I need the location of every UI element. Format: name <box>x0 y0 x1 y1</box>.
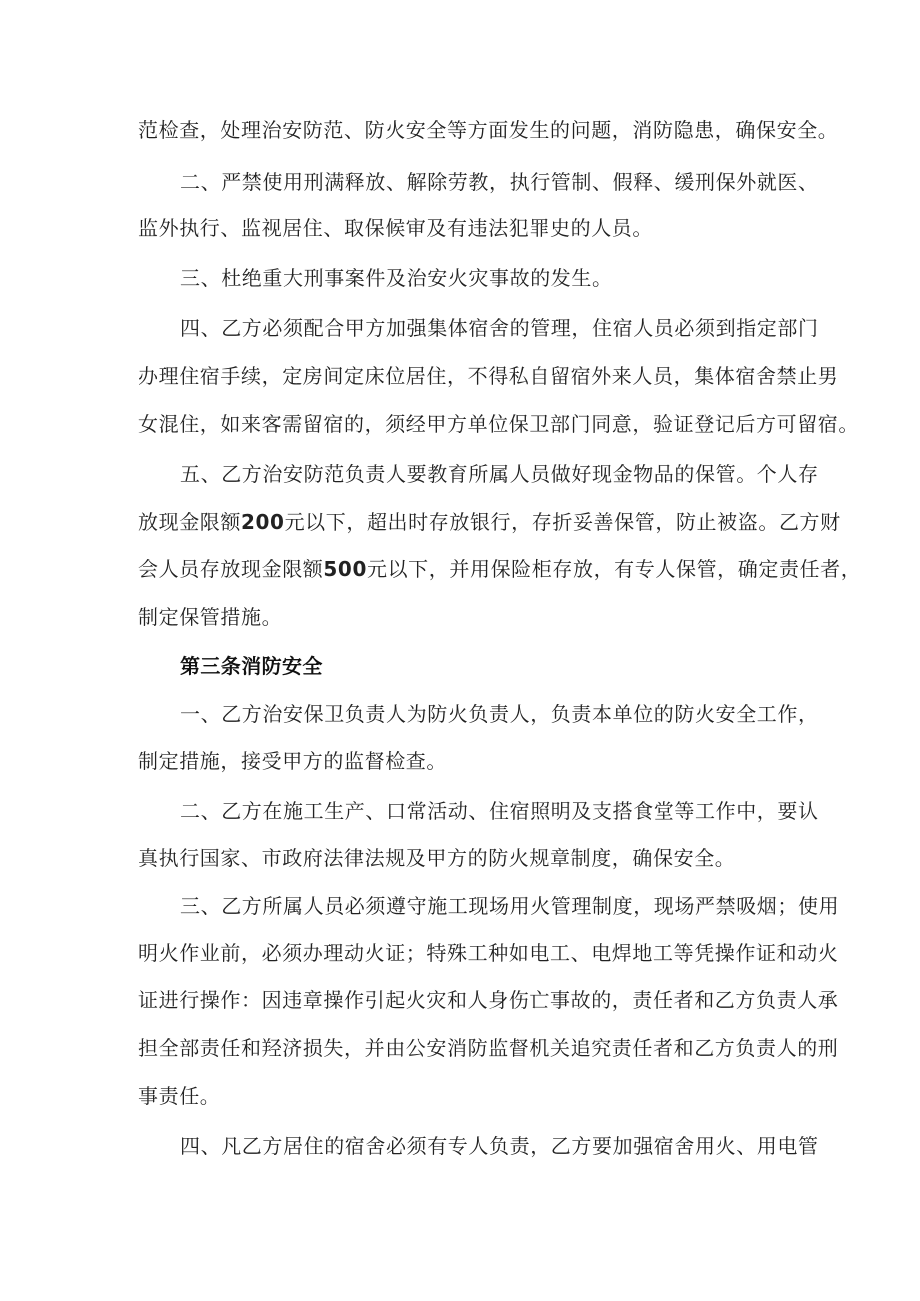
text-line: 四、乙方必须配合甲方加强集体宿舍的管理，住宿人员必须到指定部门 <box>180 316 819 340</box>
text-line: 办理住宿手续，定房间定床位居住，不得私自留宿外来人员，集体宿舍禁止男 <box>138 364 839 388</box>
text-line: 三、乙方所属人员必须遵守施工现场用火管理制度，现场严禁吸烟；使用 <box>180 894 840 918</box>
text-line: 二、严禁使用刑满释放、解除劳教，执行管制、假释、缓刑保外就医、 <box>180 170 819 194</box>
text-line: 放现金限额200元以下，超出时存放银行，存折妥善保管，防止被盗。乙方财 <box>138 510 841 534</box>
text-line: 范检查，处理治安防范、防火安全等方面发生的问题，消防隐患，确保安全。 <box>138 118 839 142</box>
text-line: 制定保管措施。 <box>138 605 283 629</box>
text-line: 五、乙方治安防范负责人要教育所属人员做好现金物品的保管。个人存 <box>180 462 819 486</box>
text-line: 事责任。 <box>138 1084 221 1108</box>
text-line: 四、凡乙方居住的宿舍必须有专人负责，乙方要加强宿舍用火、用电管 <box>180 1134 819 1158</box>
text-line: 三、杜绝重大刑事案件及治安火灾事故的发生。 <box>180 266 613 290</box>
text-line: 真执行国家、市政府法律法规及甲方的防火规章制度，确保安全。 <box>138 846 736 870</box>
text-line: 会人员存放现金限额500元以下，并用保险柜存放，有专人保管，确定责任者， <box>138 557 862 581</box>
section-heading: 第三条消防安全 <box>180 654 323 678</box>
text-line: 一、乙方治安保卫负责人为防火负责人，负责本单位的防火安全工作， <box>180 702 819 726</box>
text-line: 制定措施，接受甲方的监督检查。 <box>138 749 447 773</box>
text-line: 担全部责任和羟济损失，并由公安消防监督机关追究责任者和乙方负责人的刑 <box>138 1036 839 1060</box>
text-line: 二、乙方在施工生产、口常活动、住宿照明及支搭食堂等工作中，要认 <box>180 799 819 823</box>
text-line: 明火作业前，必须办理动火证；特殊工种如电工、电焊地工等凭操作证和动火 <box>138 941 839 965</box>
amount-number: 200 <box>241 510 285 534</box>
text-line: 监外执行、监视居住、取保候审及有违法犯罪史的人员。 <box>138 216 653 240</box>
text-line: 证进行操作：因违章操作引起火灾和人身伤亡事故的，责任者和乙方负责人承 <box>138 988 839 1012</box>
amount-number: 500 <box>323 557 367 581</box>
text-line: 女混住，如来客需留宿的，须经甲方单位保卫部门同意，验证登记后方可留宿。 <box>138 412 859 436</box>
